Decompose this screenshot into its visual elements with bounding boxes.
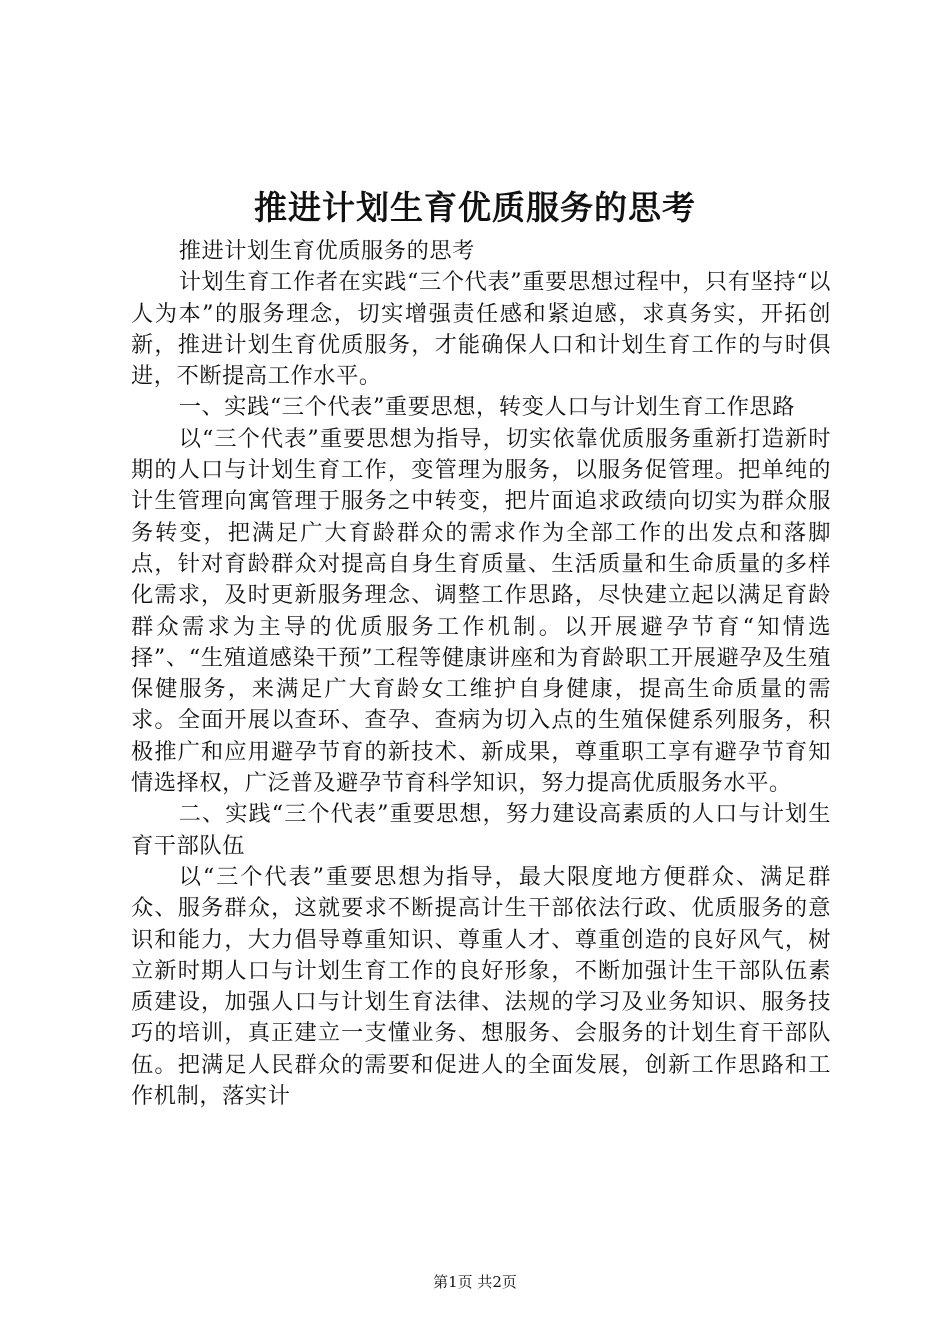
paragraph-intro: 计划生育工作者在实践“三个代表”重要思想过程中，只有坚持“以人为本”的服务理念，切实增强责任感和紧迫感，求真务实，开拓创新，推进计划生育优质服务，才能确保人口和计划生育工作的与时俱进，不断提高工作水平。 (131, 269, 831, 390)
document-title: 推进计划生育优质服务的思考 (254, 188, 696, 227)
paragraph-section-2: 以“三个代表”重要思想为指导，最大限度地方便群众、满足群众、服务群众，这就要求不断提高计生干部依法行政、优质服务的意识和能力，大力倡导尊重知识、尊重人才、尊重创造的良好风气，树立新时期人口与计划生育工作的良好形象，不断加强计生干部队伍素质建设，加强人口与计划生育法律、法规的学习及业务知识、服务技巧的培训，真正建立一支懂业务、想服务、会服务的计划生育干部队伍。把满足人民群众的需要和促进人的全面发展，创新工作思路和工作机制，落实计 (131, 863, 831, 1110)
document-body (131, 236, 831, 1112)
paragraph-section-1: 以“三个代表”重要思想为指导，切实依靠优质服务重新打造新时期的人口与计划生育工作，变管理为服务，以服务促管理。把单纯的计生管理向寓管理于服务之中转变，把片面追求政绩向切实为群众服务转变，把满足广大育龄群众的需求作为全部工作的出发点和落脚点，针对育龄群众对提高自身生育质量、生活质量和生命质量的多样化需求，及时更新服务理念、调整工作思路，尽快建立起以满足育龄群众需求为主导的优质服务工作机制。以开展避孕节育“知情选择”、“生殖道感染干预”工程等健康讲座和为育龄职工开展避孕及生殖保健服务，来满足广大育龄女工维护自身健康，提高生命质量的需求。全面开展以查环、查孕、查病为切入点的生殖保健系列服务，积极推广和应用避孕节育的新技术、新成果，尊重职工享有避孕节育知情选择权，广泛普及避孕节育科学知识，努力提高优质服务水平。 (131, 425, 831, 797)
section-heading-1: 一、实践“三个代表”重要思想，转变人口与计划生育工作思路 (178, 394, 796, 421)
paragraph-subtitle: 推进计划生育优质服务的思考 (178, 238, 475, 264)
page-number-footer: 第1页 共2页 (433, 1273, 517, 1291)
section-heading-2: 二、实践“三个代表”重要思想，努力建设高素质的人口与计划生育干部队伍 (131, 801, 831, 859)
